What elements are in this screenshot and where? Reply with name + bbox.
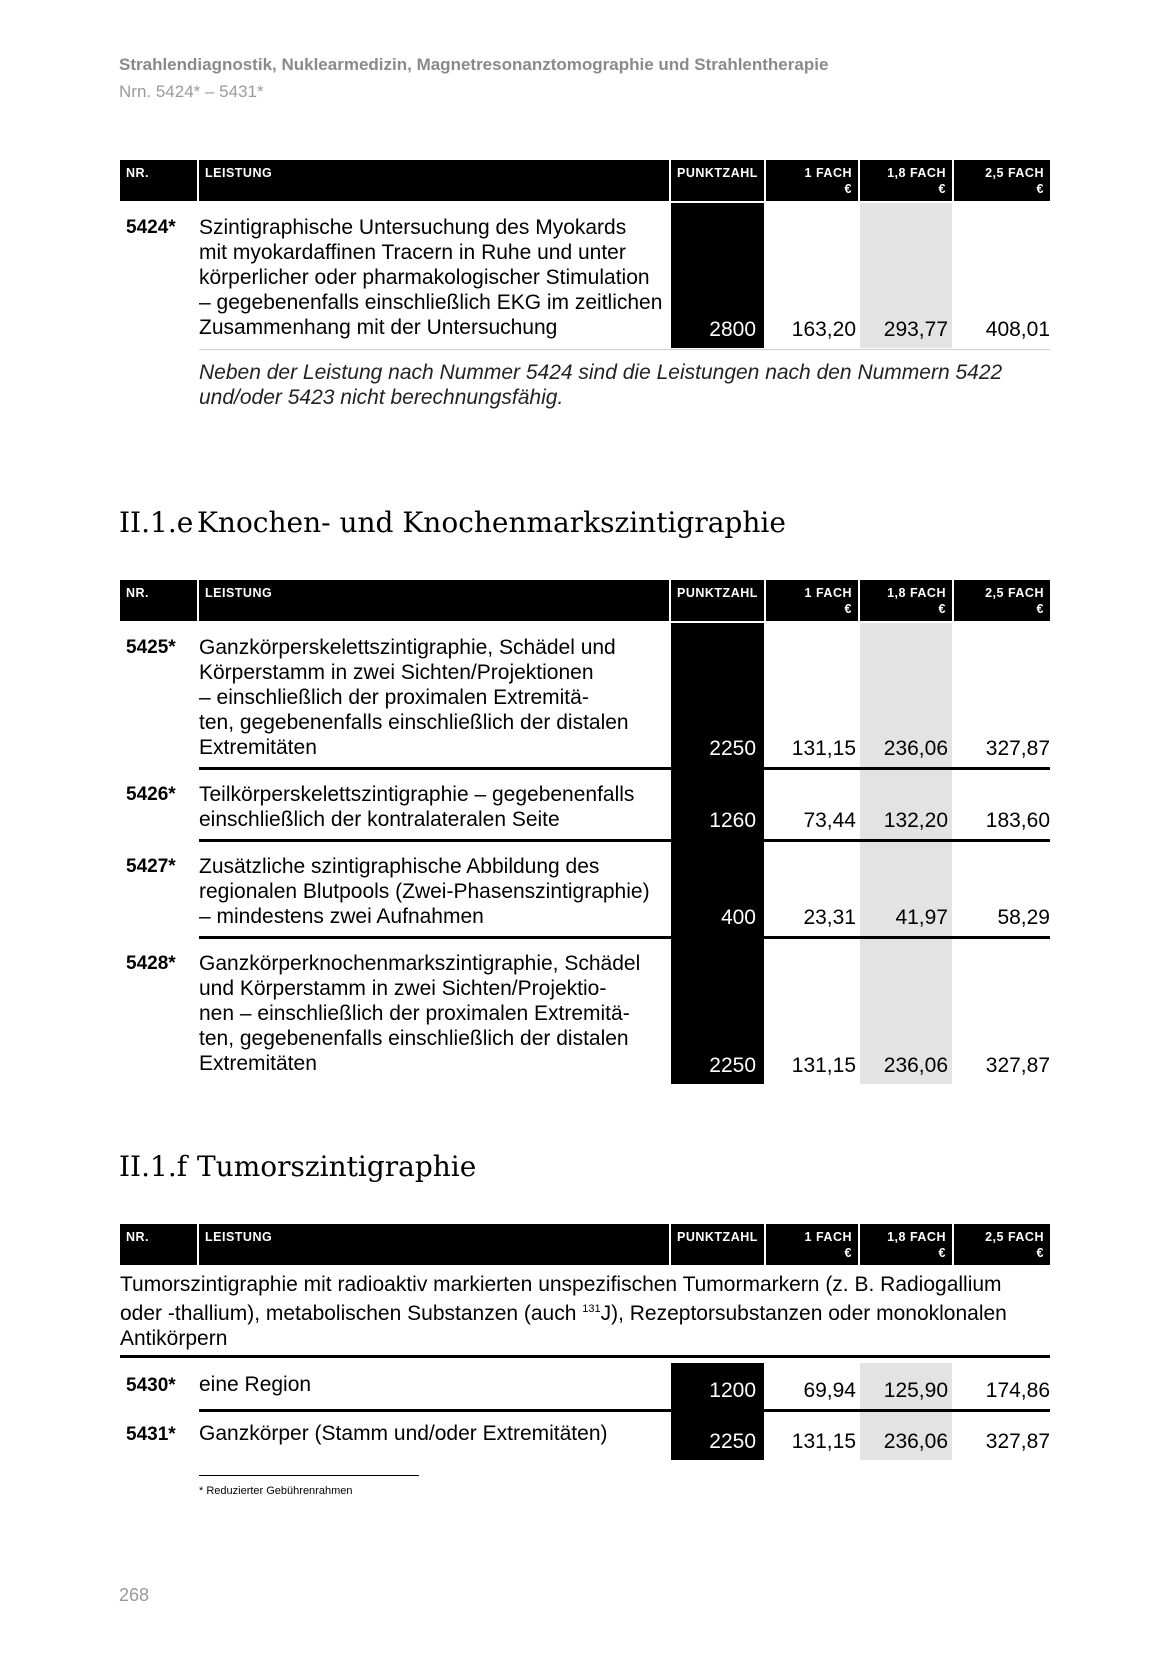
table-row [120, 770, 1050, 839]
row-18fach: 125,90 [883, 1379, 948, 1402]
col-header-punktzahl: PUNKTZAHL [671, 160, 764, 201]
row-punktzahl: 2250 [709, 1054, 756, 1077]
section-heading: II.1.e Knochen- und Knochenmarkszintigraphie [119, 506, 786, 539]
row-description: Ganzkörperknochenmarkszintigraphie, Schädel und Körperstamm in zwei Sichten/Projektio- nen – einschließlich der proximalen Extremitä- ten, gegebenenfalls einschließlich der distalen Extremitäten [199, 952, 641, 1075]
col-header-25fach: 2,5 FACH € [954, 160, 1050, 201]
col-header-1fach: 1 FACH € [766, 160, 858, 201]
table-header: NR. LEISTUNG PUNKTZAHL 1 FACH € 1,8 FACH € 2,5 FACH € [120, 580, 1050, 621]
row-punktzahl: 1260 [709, 809, 756, 832]
row-description: Zusätzliche szintigraphische Abbildung des regionalen Blutpools (Zwei-Phasenszintigraphie) – mindestens zwei Aufnahmen [199, 855, 650, 928]
row-25fach: 327,87 [985, 1054, 1050, 1077]
row-description: Ganzkörperskelettszintigraphie, Schädel und Körperstamm in zwei Sichten/Projektionen – einschließlich der proximalen Extremitä- ten, gegebenenfalls einschließlich der distalen Extremitäten [199, 636, 629, 759]
row-1fach: 131,15 [791, 737, 856, 760]
row-1fach: 23,31 [803, 906, 856, 929]
section-heading: II.1.f Tumorszintigraphie [119, 1150, 477, 1183]
footnote: * Reduzierter Gebührenrahmen [199, 1485, 353, 1497]
running-header-subtitle: Nrn. 5424* – 5431* [119, 82, 264, 101]
row-punktzahl: 2800 [709, 318, 756, 341]
row-18fach: 236,06 [883, 737, 948, 760]
table-row [120, 1363, 1050, 1409]
row-punktzahl: 2250 [709, 1430, 756, 1453]
row-25fach: 58,29 [997, 906, 1050, 929]
row-number: 5430* [126, 1375, 176, 1396]
row-description: eine Region [199, 1373, 312, 1396]
row-punktzahl: 2250 [709, 737, 756, 760]
footnote-rule [199, 1475, 419, 1476]
row-description: Teilkörperskelettszintigraphie – gegebenenfalls einschließlich der kontralateralen Seite [199, 783, 635, 831]
col-header-leistung: LEISTUNG [199, 160, 669, 201]
row-description: Szintigraphische Untersuchung des Myokards mit myokardaffinen Tracern in Ruhe und unter körperlicher oder pharmakologischer Stimulation – gegebenenfalls einschließlich EKG im zeitlichen Zusammenhang mit der Untersuchung [199, 216, 663, 339]
row-18fach: 236,06 [883, 1430, 948, 1453]
row-number: 5426* [126, 784, 176, 805]
row-25fach: 327,87 [985, 737, 1050, 760]
table-row [120, 842, 1050, 936]
table-row [120, 623, 1050, 767]
row-1fach: 163,20 [791, 318, 856, 341]
row-25fach: 183,60 [985, 809, 1050, 832]
table-header: NR. LEISTUNG PUNKTZAHL 1 FACH € 1,8 FACH € 2,5 FACH € [120, 1224, 1050, 1265]
row-25fach: 174,86 [985, 1379, 1050, 1402]
row-number: 5431* [126, 1424, 176, 1445]
col-header-18fach: 1,8 FACH € [860, 160, 952, 201]
row-number: 5428* [126, 953, 176, 974]
row-1fach: 73,44 [803, 809, 856, 832]
row-punktzahl: 1200 [709, 1379, 756, 1402]
row-25fach: 327,87 [985, 1430, 1050, 1453]
row-1fach: 131,15 [791, 1430, 856, 1453]
table-row [120, 203, 1050, 348]
row-punktzahl: 400 [720, 906, 756, 929]
row-1fach: 131,15 [791, 1054, 856, 1077]
row-number: 5424* [126, 217, 176, 238]
col-header-nr: NR. [120, 160, 197, 201]
row-25fach: 408,01 [985, 318, 1050, 341]
row-18fach: 41,97 [895, 906, 948, 929]
table-row [120, 939, 1050, 1084]
row-1fach: 69,94 [803, 1379, 856, 1402]
row-description: Ganzkörper (Stamm und/oder Extremitäten) [199, 1422, 608, 1445]
running-header-title: Strahlendiagnostik, Nuklearmedizin, Magnetresonanztomographie und Strahlentherapie [119, 55, 829, 74]
table-note: Neben der Leistung nach Nummer 5424 sind die Leistungen nach den Nummern 5422 und/oder 5423 nicht berechnungsfähig. [199, 361, 1003, 409]
row-18fach: 236,06 [883, 1054, 948, 1077]
page-number: 268 [119, 1585, 150, 1605]
table-intro-text: Tumorszintigraphie mit radioaktiv markierten unspezifischen Tumormarkern (z. B. Radiogallium oder -thallium), metabolischen Substanzen (auch $^{131}$J), Rezeptorsubstanzen oder monoklonalen Antikörpern [120, 1273, 1007, 1350]
row-18fach: 293,77 [883, 318, 948, 341]
table-row [120, 1412, 1050, 1460]
row-18fach: 132,20 [883, 809, 948, 832]
row-number: 5427* [126, 856, 176, 877]
row-number: 5425* [126, 637, 176, 658]
table-header [120, 160, 1050, 201]
